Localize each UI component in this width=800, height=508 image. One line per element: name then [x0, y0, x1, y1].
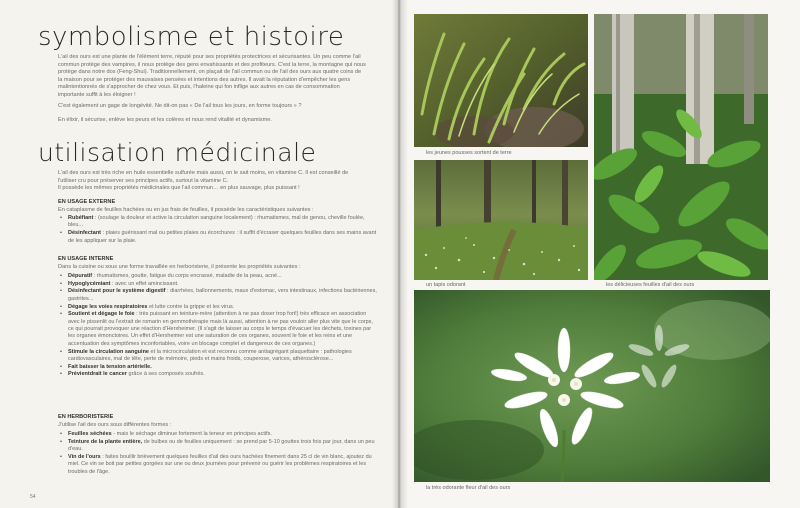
list-item: • Feuilles séchées - mais le séchage diminue fortement la teneur en principes actifs. [68, 431, 378, 438]
herbalism-heading: EN HERBORISTERIE [58, 414, 114, 420]
medicinal-paragraph-2: Il possède les mêmes propriétés médicinales que l'ail commun… en plus sauvage, plus puissant ! [58, 185, 300, 191]
symbolism-paragraph-2: C'est également un gage de longévité. Ne dit-on pas « De l'ail tous les jours, en forme toujours » ? [58, 103, 302, 109]
list-item: • Soutient et dégage le foie : très puissant en teinture-mère (attention à ne pas doser trop fort!) très efficace en association avec le pissenlit ou l'extrait de romarin en gemmothérapie mais là aussi, attention à ne pas vouloir aller plus vite que le corps, ce qui pourrait provoquer une réaction d'Herxheimer. (Il s'agit de laisser au corps le temps d'évacuer les déchets, toxines par les organes émonctoires. Un effet d'Herxheimer est une saturation de ces organes, souvent le foie et les reins et une accentuation des symptômes inconfortables, voire un blocage complet et dangereux de ces organes.) [68, 311, 378, 348]
page-number: 54 [30, 494, 36, 500]
left-page [0, 0, 398, 508]
external-use-list [58, 215, 378, 245]
symbolism-paragraph-1: L'ail des ours est une plante de l'élément terre, réputé pour ses propriétés protectrices et sécurisantes. Un peu comme l'ail commun protège des vampires, il nous protège des gens envahissants et des profiteurs. C'est la terre, la montagne qui nous protège dans notre dos (Feng-Shui). Traditionnellement, on plaçait de l'ail commun ou de l'ail des ours aux quatre coins de la maison pour se protéger des mauvaises pensées et intentions des autres. Il avait la réputation d'empêcher les gens malintentionnés de s'approcher de chez vous. Et puis, l'haleine qui fon inflige aux autres en cas de consommation importante suffit à les éloigner ! [58, 54, 366, 98]
caption-leaves: les délicieuses feuilles d'ail des ours [606, 282, 695, 288]
photo-flower [414, 290, 770, 482]
section-title-medicinal: utilisation médicinale [38, 138, 317, 167]
list-item: • Désinfectant pour le système digestif : diarrhées, ballonnements, maux d'estomac, vers intestinaux, infections bactériennes, gastrites... [68, 288, 378, 303]
internal-use-heading: EN USAGE INTERNE [58, 256, 114, 262]
internal-use-list [58, 273, 378, 379]
caption-young-shoots: les jeunes pousses sortent de terre [426, 150, 512, 156]
internal-use-intro: Dans la cuisine ou sous une forme travaillée en herboristerie, il présente les propriétés suivantes : [58, 264, 301, 270]
list-item: • Hypoglycémiant : avec un effet amincissant. [68, 281, 378, 288]
herbalism-list [58, 431, 378, 476]
caption-flower: la très odorante fleur d'ail des ours [426, 485, 511, 491]
herbalism-intro: J'utilise l'ail des ours sous différentes formes : [58, 422, 172, 428]
medicinal-paragraph-1: L'ail des ours est très riche en huile essentielle sulfurée mais aussi, on le sait moins, en vitamine C. Il est conseillé de l'utiliser cru pour préserver ses principes actifs, surtout la vitamine C. [58, 170, 349, 184]
caption-carpet: un tapis odorant [426, 282, 466, 288]
list-item: • Teinture de la plante entière, de bulbes ou de feuilles uniquement : se prend par 5-10 gouttes trois fois par jour, dans un peu d'eau. [68, 439, 378, 454]
photo-young-shoots [414, 14, 588, 147]
list-item: • Vin de l'ours : faites bouillir brièvement quelques feuilles d'ail des ours hachées finement dans 25 cl de vin blanc, ajoutez du miel. Ce vin se boit par petites gorgées sur une ou deux journées pour prévenir ou guérir les problèmes respiratoires et les troubles de l'âge. [68, 454, 378, 476]
list-item: • Prévientdrait le cancer grâce à ses composés soufrés. [68, 371, 378, 378]
list-item: • Dégage les voies respiratoires et lutte contre la grippe et les virus. [68, 304, 378, 311]
book-gutter [392, 0, 408, 508]
list-item: • Fait baisser la tension artérielle. [68, 364, 378, 371]
section-title-symbolism: symbolisme et histoire [38, 22, 345, 52]
photo-carpet [414, 160, 588, 280]
external-use-intro: En cataplasme de feuilles hachées ou en jus frais de feuilles, il possède les caractéristiques suivantes : [58, 207, 314, 213]
list-item: • Désinfectant : plaies guérissant mal ou petites plaies ou écorchures : il suffit d'écraser quelques feuilles dans ses mains avant de les appliquer sur la plaie. [68, 230, 378, 245]
list-item: • Dépuratif : rhumatismes, goutte, fatigue du corps encrassé, maladie de la peau, acné... [68, 273, 378, 280]
photo-leaves [594, 14, 768, 280]
external-use-heading: EN USAGE EXTERNE [58, 199, 116, 205]
list-item: • Rubéfiant : (soulage la douleur et active la circulation sanguine localement) : rhumatismes, mal de genou, cheville foulée, bleu... [68, 215, 378, 230]
list-item: • Stimule la circulation sanguine et la microcirculation et est reconnu comme antiagrégant plaquettaire : pathologies cardiovasculaires, mal de tête, perte de mémoire, pieds et mains froids, couperose, varices, athérosclérose... [68, 349, 378, 364]
symbolism-paragraph-3: En élixir, il sécurise, enlève les peurs et les colères et nous rend vitalité et dynamisme. [58, 117, 272, 123]
right-page [400, 0, 800, 508]
